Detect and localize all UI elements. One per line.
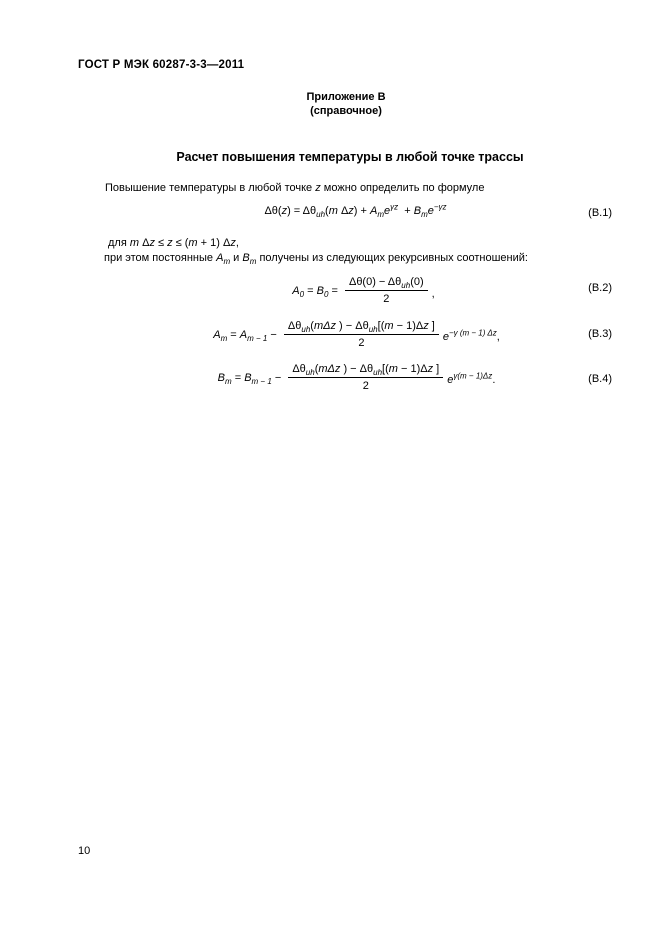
math-superscript: γz [390,202,399,212]
math-segment: , [496,330,500,343]
rec-text: получены из следующих рекурсивных соотношений: [256,252,528,264]
cond-text: для [108,237,130,249]
math-var: z [281,205,288,217]
math-segment: − 1)Δ [393,320,424,332]
formula-b4-exponential [447,370,496,386]
math-segment: ) = Δθ [287,205,317,217]
math-var: B [316,284,324,297]
math-segment: Δ [337,205,349,217]
formula-b2 [0,276,661,305]
math-var: z [167,237,173,249]
math-var: m [328,205,338,217]
fraction-denominator: 2 [358,337,365,349]
cond-text: ≤ ( [172,237,189,249]
math-var: A [213,328,221,341]
math-var: A [216,252,224,264]
math-segment: − [271,371,285,384]
page-number: 10 [78,845,91,857]
math-subscript: m − 1 [251,376,272,386]
math-var: A [292,284,300,297]
annex-heading [31,90,661,118]
math-segment: − 1)Δ [397,363,428,375]
formula-b3-exponential [442,327,500,343]
document-header: ГОСТ Р МЭК 60287-3-3—2011 [78,59,245,71]
math-var: e [447,373,454,386]
formula-b4-row [0,363,661,392]
formula-b3 [0,320,661,349]
math-subscript: uh [301,325,311,335]
math-subscript: m [220,333,228,343]
math-var: B [413,205,422,217]
math-segment: . [492,373,496,386]
cond-text: + 1) Δ [197,237,231,249]
fraction [345,276,428,305]
cond-text: ≤ [154,237,168,249]
math-segment: + [398,205,414,217]
math-subscript: uh [316,210,326,220]
math-var: e [384,205,391,217]
formula-b4-lead [218,372,285,384]
fraction-numerator [345,276,428,291]
math-segment: ( [325,205,329,217]
formula-b2-row [0,276,661,305]
math-var: z [423,320,429,332]
math-segment: = [304,284,317,297]
math-subscript: m [224,376,232,386]
math-var: B [217,371,225,384]
formula-b4-label: (В.4) [588,373,612,385]
math-var: z [348,205,354,217]
math-segment: ( [314,363,319,375]
formula-b1-label: (В.1) [588,207,612,219]
formula-b1-expression [264,202,447,220]
fraction-numerator [284,320,439,335]
math-segment: Δθ [287,320,302,332]
math-segment: ] [433,363,440,375]
math-subscript: m − 1 [247,333,268,343]
math-var: B [242,252,250,264]
rec-text: и [230,252,243,264]
recursive-line [104,251,528,265]
annex-name: Приложение В [306,91,386,103]
formula-b2-tail: , [431,287,435,300]
math-segment: (0) [410,276,424,288]
math-segment: ) − Δθ [340,363,374,375]
formula-b3-row [0,320,661,349]
formula-b1-row [0,202,661,220]
fraction-denominator: 2 [362,380,369,392]
math-segment: [( [377,320,385,332]
math-superscript: γ(m − 1)Δz [453,370,493,380]
math-var: m [384,320,394,332]
math-var: m [188,237,198,249]
math-subscript: uh [373,368,383,378]
math-var: mΔz [313,320,336,332]
math-segment: ( [310,320,314,332]
fraction-denominator: 2 [383,293,390,305]
cond-text: Δ [139,237,150,249]
rec-text: при этом постоянные [104,252,217,264]
cond-text: , [235,237,239,249]
fraction [288,363,443,392]
math-segment: Δθ [292,363,306,375]
formula-b3-label: (В.3) [588,328,612,340]
math-var: e [427,205,434,217]
intro-text: можно определить по формуле [320,182,485,194]
fraction [284,320,439,349]
math-subscript: 0 [299,289,305,299]
math-segment: = [231,371,245,384]
math-var: e [442,330,449,343]
math-var: z [149,237,155,249]
math-var: z [427,363,434,375]
math-segment: Δθ( [264,205,282,217]
fraction-numerator [288,363,443,378]
math-subscript: m [421,210,428,220]
math-var: A [370,205,378,217]
math-var: m [129,237,140,249]
math-var: A [239,328,248,341]
condition-line [108,236,239,250]
math-segment: ) − Δθ [336,320,369,332]
math-var: B [244,371,252,384]
math-superscript: −γz [433,202,447,212]
math-var: z [315,182,321,194]
math-var: m [388,363,398,375]
intro-text: Повышение температуры в любой точке [105,182,316,194]
math-superscript: −γ (m − 1) Δz [448,327,497,337]
math-segment: Δθ(0) − Δθ [348,276,402,288]
math-subscript: 0 [323,289,329,299]
math-subscript: uh [368,325,378,335]
formula-b3-lead [213,329,280,341]
math-subscript: uh [305,368,315,378]
intro-paragraph [105,181,484,195]
math-segment: [( [382,363,389,375]
math-segment: = [328,284,341,297]
annex-type: (справочное) [310,105,382,117]
math-subscript: uh [401,281,411,291]
math-var: z [230,237,236,249]
math-segment: ] [428,320,435,332]
math-var: mΔz [318,363,341,375]
formula-b2-lead [292,285,341,297]
math-subscript: m [249,257,257,267]
math-segment: − [267,328,280,341]
formula-b4 [0,363,661,392]
formula-b2-label: (В.2) [588,282,612,294]
formula-b1 [0,202,661,220]
math-segment: = [227,328,240,341]
math-subscript: m [377,210,385,220]
math-subscript: m [223,257,231,267]
math-segment: ) + [353,205,370,217]
section-title: Расчет повышения температуры в любой точке трассы [176,150,524,164]
